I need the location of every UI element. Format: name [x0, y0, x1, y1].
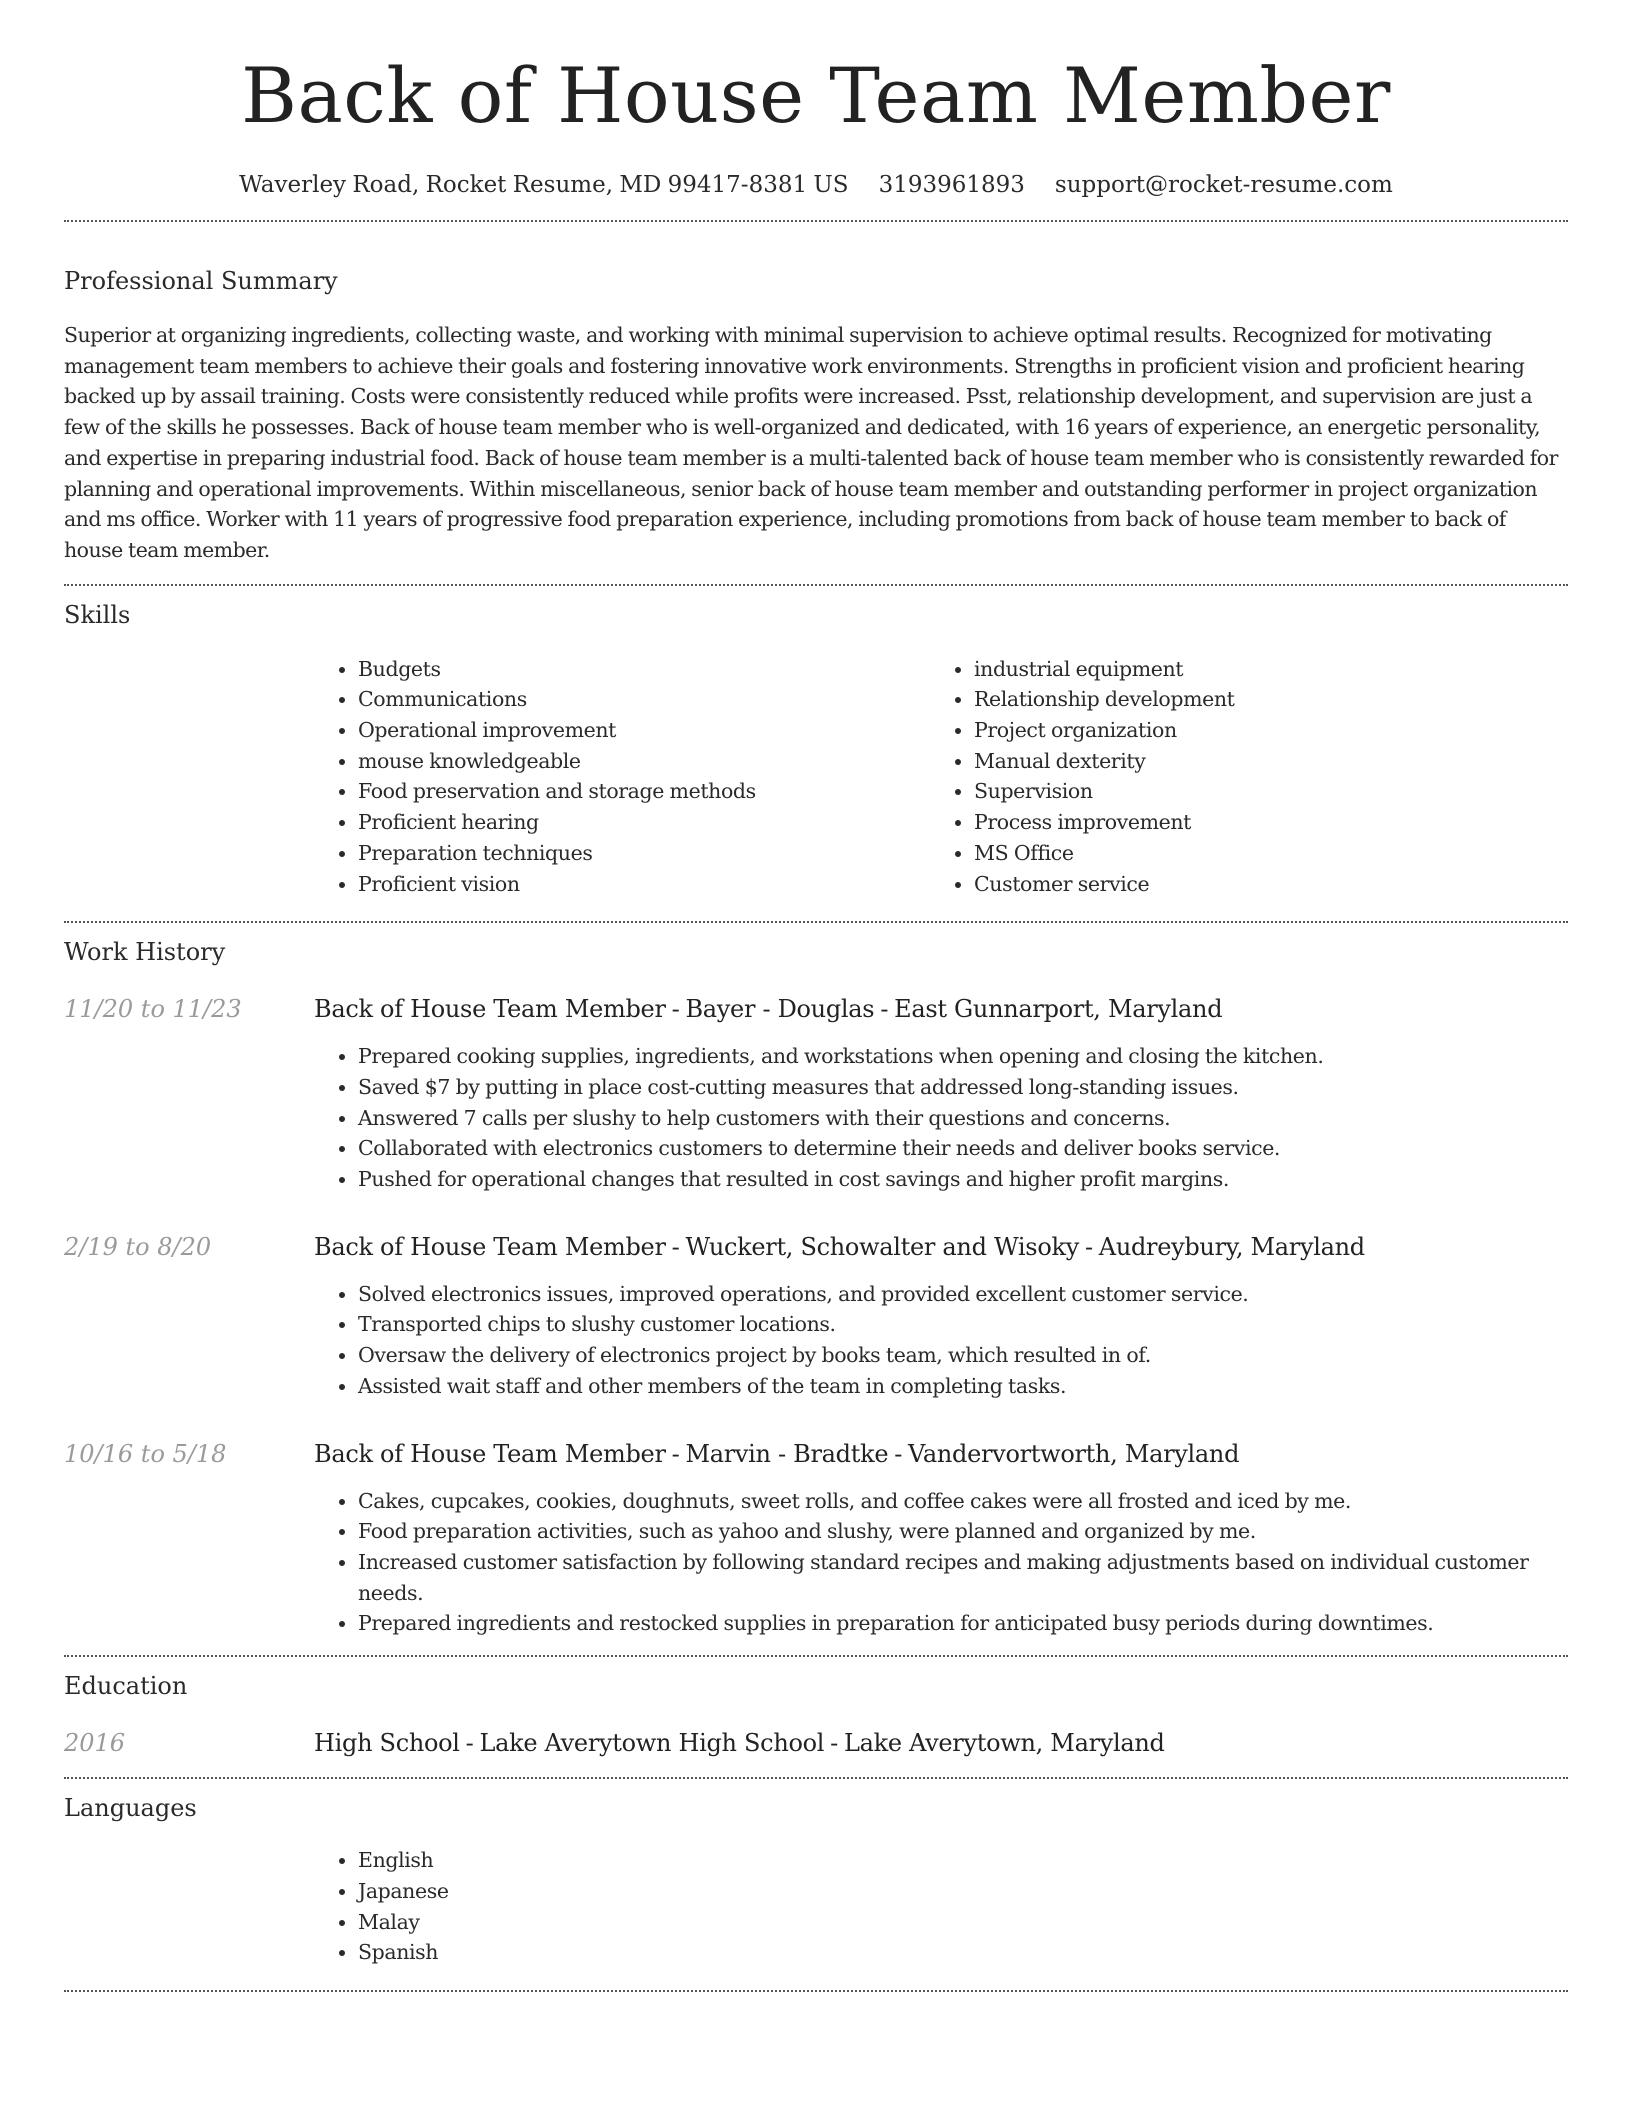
- job-dates: 2/19 to 8/20: [64, 1232, 212, 1261]
- language-item: • Spanish: [358, 1937, 1568, 1968]
- skills-list-left: [314, 654, 930, 900]
- skill-item: • Proficient vision: [358, 869, 930, 900]
- skills-list-right: [930, 654, 1546, 900]
- contact-phone: 3193961893: [878, 172, 1025, 198]
- skill-item: • Preparation techniques: [358, 838, 930, 869]
- job-location: East Gunnarport, Maryland: [894, 995, 1223, 1024]
- work-heading: Work History: [64, 938, 226, 967]
- skills-heading: Skills: [64, 600, 131, 629]
- skill-item: • Project organization: [974, 715, 1546, 746]
- job-title-line: [314, 1438, 1239, 1470]
- skill-item: • Manual dexterity: [974, 746, 1546, 777]
- job-bullet: • Saved $7 by putting in place cost-cutting measures that addressed long-standing issues.: [358, 1072, 1568, 1103]
- languages-section: [64, 1793, 1568, 1968]
- skill-item: • Operational improvement: [358, 715, 930, 746]
- job-header: [64, 993, 1568, 1025]
- language-item: • English: [358, 1845, 1568, 1876]
- job-bullet: • Oversaw the delivery of electronics project by books team, which resulted in of.: [358, 1340, 1568, 1371]
- job-bullets: [314, 1041, 1568, 1195]
- education-separator: -: [830, 1729, 838, 1758]
- job-bullet: • Transported chips to slushy customer locations.: [358, 1309, 1568, 1340]
- contact-line: [64, 170, 1568, 200]
- job-bullet: • Collaborated with electronics customers to determine their needs and deliver books service.: [358, 1133, 1568, 1164]
- job-location: Audreybury, Maryland: [1098, 1232, 1365, 1261]
- skill-item: • Customer service: [974, 869, 1546, 900]
- job-location: Vandervortworth, Maryland: [908, 1439, 1240, 1468]
- skill-item: • Communications: [358, 684, 930, 715]
- skill-item: • Process improvement: [974, 807, 1546, 838]
- job-role: Back of House Team Member: [314, 995, 666, 1024]
- skill-item: • Relationship development: [974, 684, 1546, 715]
- job-bullet: • Assisted wait staff and other members of the team in completing tasks.: [358, 1371, 1568, 1402]
- job-title-line: [314, 1231, 1365, 1263]
- education-entry: [64, 1727, 1568, 1759]
- job-title-line: [314, 993, 1222, 1025]
- section-divider: [64, 220, 1568, 222]
- job-separator: -: [671, 1439, 680, 1468]
- job-separator: -: [880, 995, 889, 1024]
- job-bullet: • Food preparation activities, such as yahoo and slushy, were planned and organized by me.: [358, 1516, 1568, 1547]
- section-divider: [64, 921, 1568, 923]
- education-location: Lake Averytown, Maryland: [843, 1729, 1165, 1758]
- job-role: Back of House Team Member: [314, 1439, 666, 1468]
- job-bullet: • Solved electronics issues, improved operations, and provided excellent customer service.: [358, 1279, 1568, 1310]
- contact-address: Waverley Road, Rocket Resume, MD 99417-8381 US: [239, 172, 849, 198]
- language-item: • Japanese: [358, 1876, 1568, 1907]
- job-bullet: • Prepared cooking supplies, ingredients, and workstations when opening and closing the kitchen.: [358, 1041, 1568, 1072]
- job-separator: -: [894, 1439, 903, 1468]
- skill-item: • industrial equipment: [974, 654, 1546, 685]
- skill-item: • mouse knowledgeable: [358, 746, 930, 777]
- job-company: Marvin - Bradtke: [685, 1439, 889, 1468]
- education-degree: High School: [314, 1729, 460, 1758]
- job-header: [64, 1438, 1568, 1470]
- contact-email: support@rocket-resume.com: [1054, 172, 1393, 198]
- resume-title: Back of House Team Member: [241, 51, 1391, 140]
- job-entry: [64, 1438, 1568, 1640]
- language-item: • Malay: [358, 1907, 1568, 1938]
- job-bullet: • Cakes, cupcakes, cookies, doughnuts, sweet rolls, and coffee cakes were all frosted and iced by me.: [358, 1486, 1568, 1517]
- education-school: Lake Averytown High School: [479, 1729, 825, 1758]
- job-dates: 11/20 to 11/23: [64, 995, 242, 1024]
- languages-list: [314, 1845, 1568, 1968]
- job-separator: -: [671, 995, 680, 1024]
- work-section: [64, 937, 1568, 1639]
- section-divider: [64, 1990, 1568, 1992]
- education-line: [314, 1727, 1165, 1759]
- job-entry: [64, 1231, 1568, 1402]
- job-bullets: [314, 1486, 1568, 1640]
- job-company: Bayer - Douglas: [685, 995, 875, 1024]
- job-header: [64, 1231, 1568, 1263]
- skill-item: • Proficient hearing: [358, 807, 930, 838]
- job-role: Back of House Team Member: [314, 1232, 666, 1261]
- section-divider: [64, 1655, 1568, 1657]
- skill-item: • Food preservation and storage methods: [358, 776, 930, 807]
- section-divider: [64, 584, 1568, 586]
- job-bullet: • Pushed for operational changes that resulted in cost savings and higher profit margins.: [358, 1164, 1568, 1195]
- job-bullet: • Prepared ingredients and restocked supplies in preparation for anticipated busy periods during downtimes.: [358, 1608, 1568, 1639]
- job-entry: [64, 993, 1568, 1195]
- job-bullet: • Increased customer satisfaction by following standard recipes and making adjustments based on individual customer needs.: [358, 1547, 1568, 1608]
- job-separator: -: [1084, 1232, 1093, 1261]
- summary-section: [64, 266, 1568, 566]
- job-list: [64, 993, 1568, 1639]
- job-dates: 10/16 to 5/18: [64, 1439, 227, 1468]
- skill-item: • Supervision: [974, 776, 1546, 807]
- skill-item: • MS Office: [974, 838, 1546, 869]
- education-section: [64, 1671, 1568, 1759]
- education-year: 2016: [64, 1729, 126, 1758]
- education-separator: -: [465, 1729, 474, 1758]
- education-heading: Education: [64, 1672, 188, 1701]
- skill-item: • Budgets: [358, 654, 930, 685]
- job-bullet: • Answered 7 calls per slushy to help customers with their questions and concerns.: [358, 1103, 1568, 1134]
- summary-text: Superior at organizing ingredients, collecting waste, and working with minimal supervision to achieve optimal results. Recognized for motivating management team members to achieve their goals and fostering innovative work environments. Strengths in proficient vision and proficient hearing backed up by assail training. Costs were consistently reduced while profits were increased. Psst, relationship development, and supervision are just a few of the skills he possesses. Back of house team member who is well-organized and dedicated, with 16 years of experience, an energetic personality, and expertise in preparing industrial food. Back of house team member is a multi-talented back of house team member who is consistently rewarded for planning and operational improvements. Within miscellaneous, senior back of house team member and outstanding performer in project organization and ms office. Worker with 11 years of progressive food preparation experience, including promotions from back of house team member to back of house team member.: [64, 323, 1558, 562]
- job-company: Wuckert, Schowalter and Wisoky: [685, 1232, 1079, 1261]
- job-separator: -: [671, 1232, 680, 1261]
- languages-heading: Languages: [64, 1794, 197, 1823]
- skills-section: [64, 600, 1568, 900]
- job-bullets: [314, 1279, 1568, 1402]
- skills-grid: [314, 654, 1568, 900]
- section-divider: [64, 1777, 1568, 1779]
- resume-page: [64, 0, 1568, 1992]
- education-list: [64, 1727, 1568, 1759]
- summary-heading: Professional Summary: [64, 267, 338, 295]
